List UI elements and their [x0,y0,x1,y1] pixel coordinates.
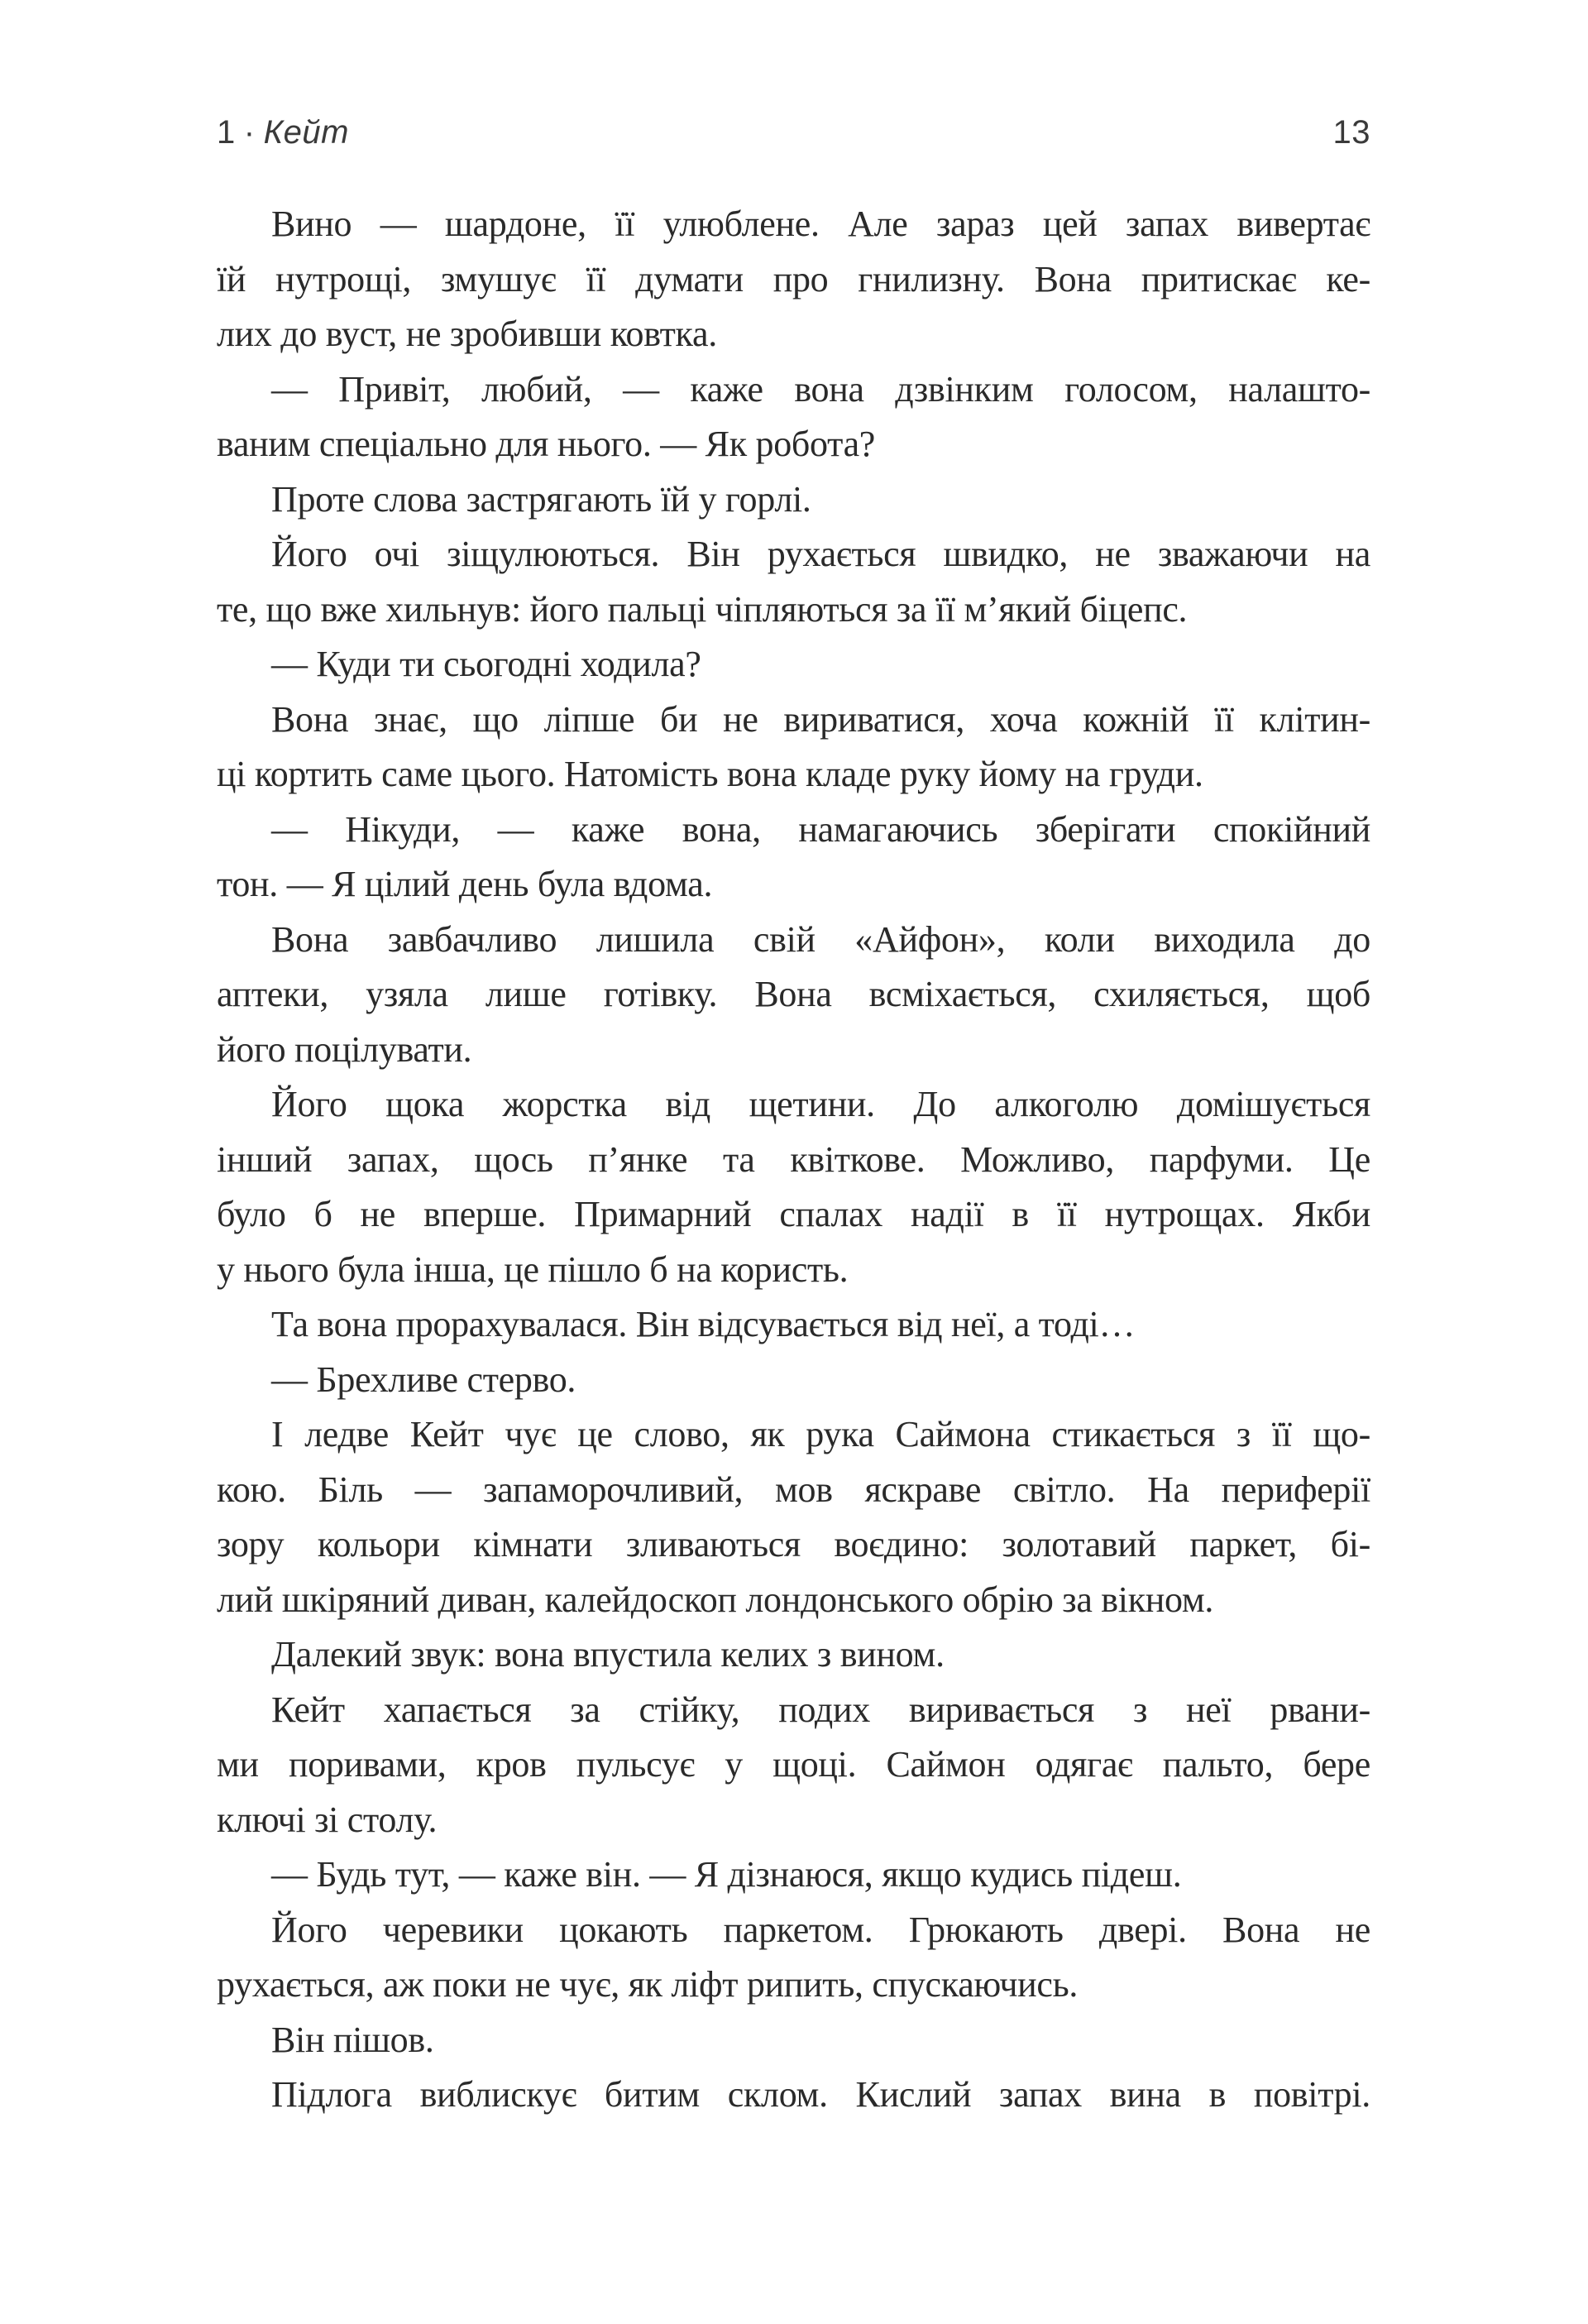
text-line: у нього була інша, це пішло б на користь. [217,1248,849,1290]
paragraph-first-line: — Куди ти сьогодні ходила? [271,644,701,684]
chapter-title: Кейт [263,114,349,151]
text-line: їй нутрощі, змушує її думати про гнилизну. Вона притискає ке- [217,258,1370,299]
text-line: було б не вперше. Примарний спалах надії в її нутрощах. Якби [217,1194,1370,1234]
page-number: 13 [1332,114,1370,151]
text-line: рухається, аж поки не чує, як ліфт рипить, спускаючись. [217,1964,1079,2005]
text-line: те, що вже хильнув: його пальці чіпляються за її м’який біцепс. [217,588,1188,630]
text-line: лий шкіряний диван, калейдоскоп лондонського обрію за вікном. [217,1579,1214,1620]
paragraph-first-line: Він пішов. [271,2019,434,2060]
text-line: інший запах, щось п’янке та квіткове. Можливо, парфуми. Це [217,1138,1370,1180]
paragraph-first-line: І ледве Кейт чує це слово, як рука Саймона стикається з її що- [271,1414,1370,1454]
paragraph-first-line: Та вона прорахувалася. Він відсувається від неї, а тоді… [271,1304,1136,1344]
text-line: тон. — Я цілий день була вдома. [217,864,713,904]
text-line: ключі зі столу. [217,1799,438,1840]
paragraph-first-line: Вона завбачливо лишила свій «Айфон», коли виходила до [271,918,1370,960]
chapter-number: 1 [217,114,236,151]
text-line: лих до вуст, не зробивши ковтка. [217,314,717,354]
paragraph-first-line: — Будь тут, — каже він. — Я дізнаюся, якщо кудись підеш. [271,1854,1182,1895]
paragraph-first-line: — Нікуди, — каже вона, намагаючись зберігати спокійний [271,808,1370,850]
paragraph-first-line: Його очі зіщулюються. Він рухається швидко, не зважаючи на [271,534,1370,574]
text-line: аптеки, узяла лише готівку. Вона всміхається, схиляється, щоб [217,974,1370,1014]
paragraph-first-line: Кейт хапається за стійку, подих виривається з неї рвани- [271,1689,1370,1730]
paragraph-first-line: — Привіт, любий, — каже вона дзвінким голосом, налашто- [271,368,1370,410]
body-text [217,197,1370,2123]
paragraph-first-line: Підлога виблискує битим склом. Кислий запах вина в повітрі. [271,2074,1370,2115]
paragraph-first-line: Його черевики цокають паркетом. Грюкають двері. Вона не [271,1909,1370,1950]
paragraph-first-line: Вино — шардоне, її улюблене. Але зараз цей запах вивертає [271,204,1370,244]
paragraph-first-line: — Брехливе стерво. [271,1358,576,1400]
running-head [217,114,1370,164]
chapter-heading [217,114,349,151]
text-line: ваним спеціально для нього. — Як робота? [217,424,876,464]
text-line: зору кольори кімнати зливаються воєдино: золотавий паркет, бі- [217,1524,1370,1565]
paragraph-first-line: Далекий звук: вона впустила келих з вином. [271,1634,945,1675]
chapter-separator: · [243,114,256,151]
text-line: ми поривами, кров пульсує у щоці. Саймон одягає пальто, бере [217,1744,1370,1785]
book-page [217,0,1370,2324]
paragraph-first-line: Його щока жорстка від щетини. До алкоголю домішується [271,1084,1370,1124]
paragraph-first-line: Проте слова застрягають їй у горлі. [271,478,811,520]
text-line: ці кортить саме цього. Натомість вона кладе руку йому на груди. [217,754,1203,794]
text-line: його поцілувати. [217,1028,472,1070]
paragraph-first-line: Вона знає, що ліпше би не вириватися, хоча кожній її клітин- [271,698,1370,740]
text-line: кою. Біль — запаморочливий, мов яскраве світло. На периферії [217,1469,1370,1510]
